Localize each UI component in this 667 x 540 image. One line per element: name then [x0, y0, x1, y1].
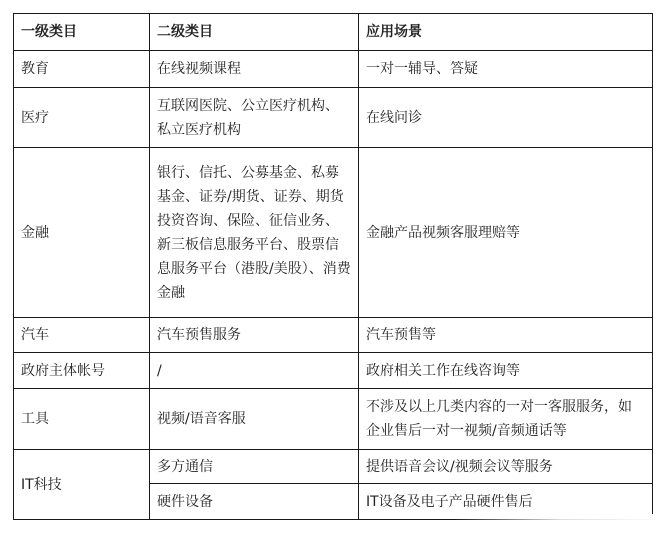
table-row	[14, 88, 653, 148]
cell-scene: 提供语音会议/视频会议等服务	[359, 450, 653, 484]
table-header-row	[14, 14, 653, 51]
cell-level2: 在线视频课程	[150, 51, 359, 88]
cell-level2: /	[150, 353, 359, 389]
header-level1: 一级类目	[14, 14, 150, 51]
cell-level1: 政府主体帐号	[14, 353, 150, 389]
table-row	[14, 51, 653, 88]
cell-scene: 汽车预售等	[359, 318, 653, 353]
cell-scene: IT设备及电子产品硬件售后	[359, 484, 653, 520]
header-level2: 二级类目	[150, 14, 359, 51]
table-row	[14, 389, 653, 450]
cell-level1: 教育	[14, 51, 150, 88]
cell-level2: 银行、信托、公募基金、私募基金、证券/期货、证券、期货投资咨询、保险、征信业务、新三板信息服务平台、股票信息服务平台（港股/美股）、消费金融	[150, 148, 359, 318]
cell-level2: 多方通信	[150, 450, 359, 484]
cell-scene: 不涉及以上几类内容的一对一客服服务，如企业售后一对一视频/音频通话等	[359, 389, 653, 450]
cell-level2: 汽车预售服务	[150, 318, 359, 353]
cell-scene: 政府相关工作在线咨询等	[359, 353, 653, 389]
cell-scene: 在线问诊	[359, 88, 653, 148]
cell-level2: 互联网医院、公立医疗机构、私立医疗机构	[150, 88, 359, 148]
table-row	[14, 353, 653, 389]
cell-level2: 视频/语音客服	[150, 389, 359, 450]
cell-level1: 工具	[14, 389, 150, 450]
cell-scene: 一对一辅导、答疑	[359, 51, 653, 88]
table-row	[14, 318, 653, 353]
cell-level2: 硬件设备	[150, 484, 359, 520]
table-row	[14, 450, 653, 484]
category-table	[13, 13, 653, 520]
header-scene: 应用场景	[359, 14, 653, 51]
cell-level1: 医疗	[14, 88, 150, 148]
cell-level1: 汽车	[14, 318, 150, 353]
cell-level1: 金融	[14, 148, 150, 318]
cell-scene: 金融产品视频客服理赔等	[359, 148, 653, 318]
table-row	[14, 148, 653, 318]
cell-level1: IT科技	[14, 450, 150, 520]
